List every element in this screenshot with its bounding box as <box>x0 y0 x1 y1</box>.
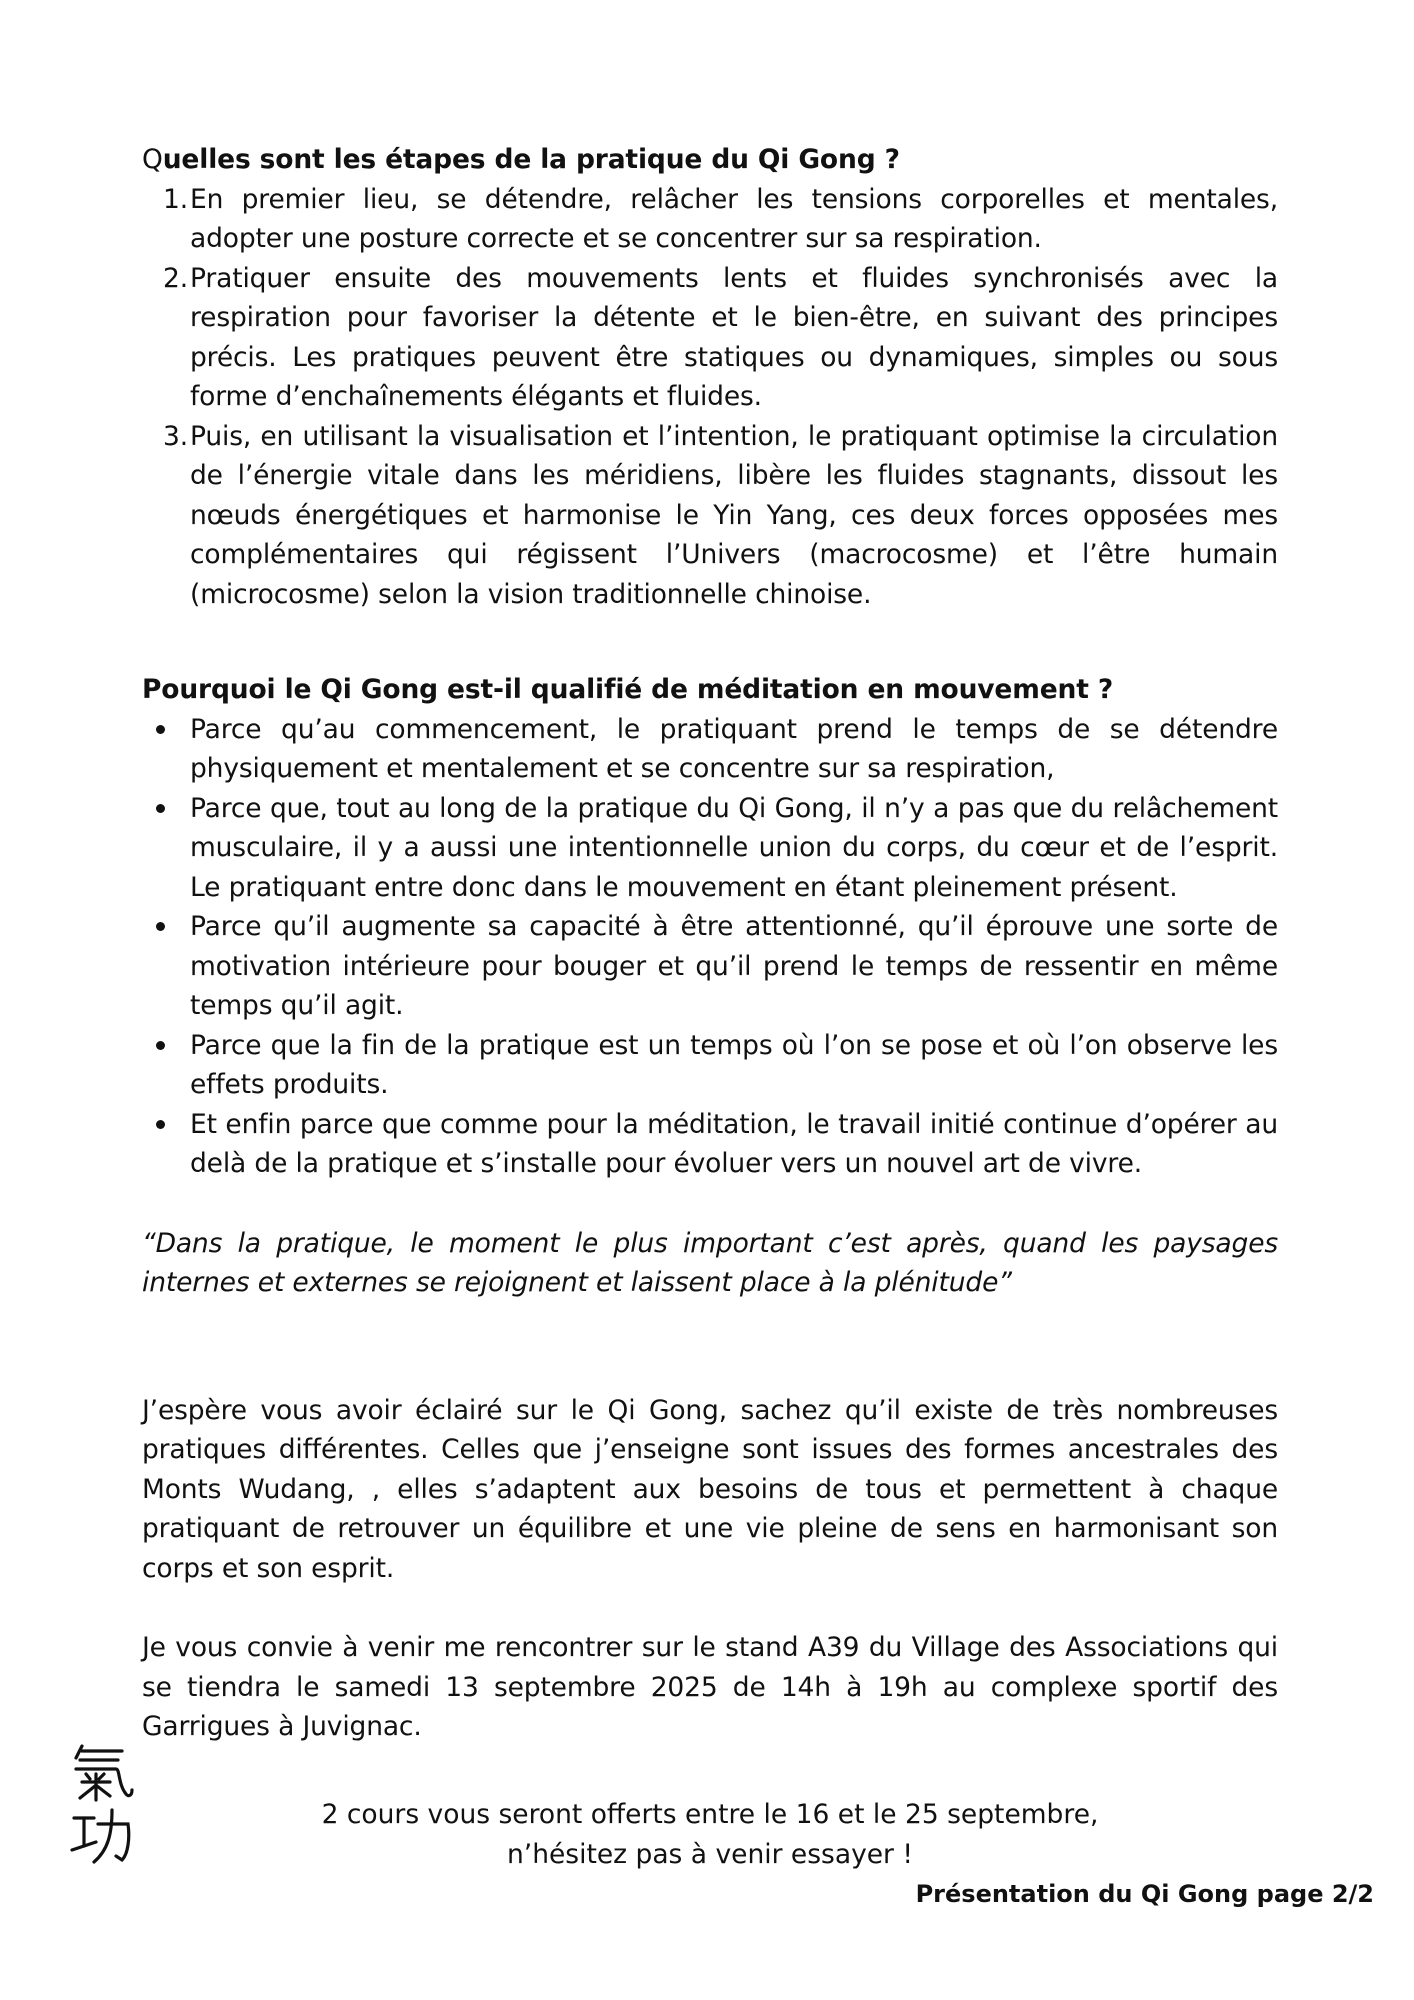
reason-item: Parce que, tout au long de la pratique du Qi Gong, il n’y a pas que du relâchement musculaire, il y a aussi une intentionnelle union du corps, du cœur et de l’esprit. Le pratiquant entre donc dans le mouvement en étant pleinement présent. <box>142 789 1278 908</box>
reason-item: Parce que la fin de la pratique est un temps où l’on se pose et où l’on observe les effets produits. <box>142 1026 1278 1105</box>
step-item: 2. Pratiquer ensuite des mouvements lents et fluides synchronisés avec la respiration pour favoriser la détente et le bien-être, en suivant des principes précis. Les pratiques peuvent être statiques ou dynamiques, simples ou sous forme d’enchaînements élégants et fluides. <box>163 262 1278 412</box>
bullet-icon <box>156 1041 165 1050</box>
step-item: 3. Puis, en utilisant la visualisation et l’intention, le pratiquant optimise la circulation de l’énergie vitale dans les méridiens, libère les fluides stagnants, dissout les nœuds énergétiques et harmonise le Yin Yang, ces deux forces opposées mes complémentaires qui régissent l’Univers (macrocosme) et l’être humain (microcosme) selon la vision traditionnelle chinoise. <box>163 420 1278 610</box>
reason-item: Parce qu’il augmente sa capacité à être attentionné, qu’il éprouve une sorte de motivation intérieure pour bouger et qu’il prend le temps de ressentir en même temps qu’il agit. <box>142 907 1278 1026</box>
section1-heading: Quelles sont les étapes de la pratique du Qi Gong ? <box>142 144 900 175</box>
offer-text: 2 cours vous seront offerts entre le 16 et le 25 septembre, n’hésitez pas à venir essayer ! <box>321 1799 1099 1870</box>
qi-gong-calligraphy-icon <box>68 1738 148 1868</box>
quote: “Dans la pratique, le moment le plus important c’est après, quand les paysages internes et externes se rejoignent et laissent place à la plénitude” <box>142 1227 1278 1298</box>
steps-list <box>142 180 1278 615</box>
bullet-icon <box>156 922 165 931</box>
closing-paragraph: J’espère vous avoir éclairé sur le Qi Gong, sachez qu’il existe de très nombreuses pratiques différentes. Celles que j’enseigne sont issues des formes ancestrales des Monts Wudang, , elles s’adaptent aux besoins de tous et permettent à chaque pratiquant de retrouver un équilibre et une vie pleine de sens en harmonisant son corps et son esprit. <box>142 1394 1278 1584</box>
bullet-icon <box>156 804 165 813</box>
reason-item: Et enfin parce que comme pour la méditation, le travail initié continue d’opérer au delà de la pratique et s’installe pour évoluer vers un nouvel art de vivre. <box>142 1105 1278 1184</box>
reason-item: Parce qu’au commencement, le pratiquant prend le temps de se détendre physiquement et mentalement et se concentre sur sa respiration, <box>142 710 1278 789</box>
document-body <box>142 140 1278 1747</box>
bullet-icon <box>156 1120 165 1129</box>
page-footer: Présentation du Qi Gong page 2/2 <box>915 1880 1374 1908</box>
section2-heading: Pourquoi le Qi Gong est-il qualifié de méditation en mouvement ? <box>142 674 1114 705</box>
bullet-icon <box>156 725 165 734</box>
reasons-list <box>142 710 1278 1184</box>
invitation-paragraph: Je vous convie à venir me rencontrer sur le stand A39 du Village des Associations qui se tiendra le samedi 13 septembre 2025 de 14h à 19h au complexe sportif des Garrigues à Juvignac. <box>142 1632 1278 1742</box>
step-item: 1. En premier lieu, se détendre, relâcher les tensions corporelles et mentales, adopter une posture correcte et se concentrer sur sa respiration. <box>163 183 1278 254</box>
